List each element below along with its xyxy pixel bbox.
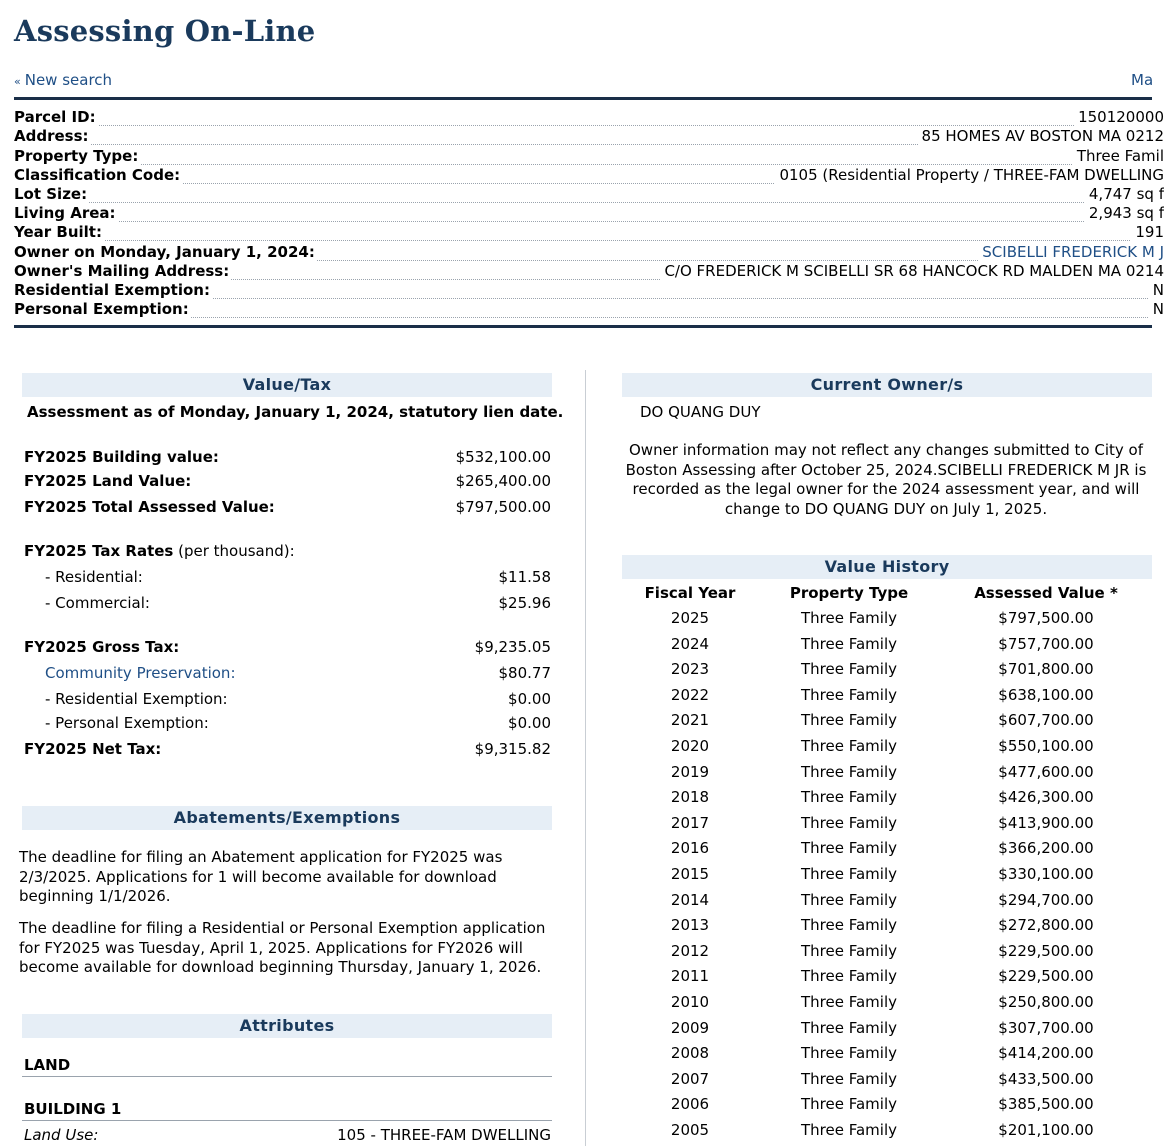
parcel-info-value: 4,747 sq f xyxy=(1085,185,1164,204)
parcel-info-label: Lot Size: xyxy=(14,184,88,203)
parcel-info-label: Year Built: xyxy=(14,223,102,242)
column-header-fiscal-year: Fiscal Year xyxy=(644,584,736,602)
fiscal-year-cell: 2014 xyxy=(670,890,710,909)
assessed-value-cell: $797,500.00 xyxy=(998,609,1094,627)
value-history-header-row xyxy=(622,582,1152,606)
value-history-heading: Value History xyxy=(622,555,1152,579)
table-row xyxy=(622,913,1152,939)
table-row xyxy=(622,964,1152,990)
parcel-info-label: Classification Code: xyxy=(14,165,181,184)
parcel-info-row xyxy=(14,262,1164,281)
building-heading: BUILDING 1 xyxy=(24,1100,122,1118)
fiscal-year-cell: 2015 xyxy=(670,864,710,883)
fiscal-year-cell: 2013 xyxy=(670,916,710,935)
table-row xyxy=(622,862,1152,888)
assessed-value-cell: $229,500.00 xyxy=(998,967,1094,986)
table-row xyxy=(622,785,1152,811)
assessed-value-cell: $757,700.00 xyxy=(998,634,1094,653)
fiscal-year-cell: 2025 xyxy=(670,609,710,627)
parcel-info-row xyxy=(14,127,1164,146)
assessed-value-cell: $433,500.00 xyxy=(998,1069,1094,1088)
parcel-info-label: Owner on Monday, January 1, 2024: xyxy=(14,242,315,261)
table-row xyxy=(622,990,1152,1016)
parcel-info-row xyxy=(14,166,1164,185)
fiscal-year-cell: 2009 xyxy=(670,1018,710,1037)
property-type-cell: Three Family xyxy=(801,609,897,627)
property-type-cell: Three Family xyxy=(801,1018,897,1037)
community-preservation-value: $80.77 xyxy=(498,664,551,682)
assessed-value-cell: $201,100.00 xyxy=(998,1120,1094,1139)
fiscal-year-cell: 2019 xyxy=(670,762,710,781)
new-search-label: New search xyxy=(24,71,113,89)
double-chevron-left-icon: « xyxy=(14,75,21,88)
property-type-cell: Three Family xyxy=(801,941,897,960)
owner-name-link[interactable]: SCIBELLI FREDERICK M J xyxy=(978,243,1164,262)
parcel-info-row xyxy=(14,108,1164,127)
land-use-value: 105 - THREE-FAM DWELLING xyxy=(337,1126,551,1144)
table-row xyxy=(622,632,1152,658)
fiscal-year-cell: 2017 xyxy=(670,813,710,832)
parcel-info-value: 191 xyxy=(1131,223,1164,242)
abatement-deadline-text: The deadline for filing an Abatement application for FY2025 was 2/3/2025. Applications for 1 will become available for download beginning 1/1/2026. xyxy=(19,848,503,905)
table-row xyxy=(622,657,1152,683)
table-row xyxy=(622,760,1152,786)
assessment-note: Assessment as of Monday, January 1, 2024, statutory lien date. xyxy=(27,403,564,421)
land-value: $265,400.00 xyxy=(455,472,551,490)
land-divider xyxy=(22,1076,552,1077)
commercial-rate-label: - Commercial: xyxy=(45,594,150,612)
building-divider xyxy=(22,1120,552,1121)
page-title: Assessing On-Line xyxy=(14,14,316,48)
parcel-info-row xyxy=(14,185,1164,204)
parcel-info-label: Property Type: xyxy=(14,146,139,165)
assessed-value-cell: $414,200.00 xyxy=(998,1044,1094,1063)
current-owner-heading: Current Owner/s xyxy=(622,373,1152,397)
assessed-value-cell: $607,700.00 xyxy=(998,711,1094,730)
parcel-info-row xyxy=(14,281,1164,300)
assessed-value-cell: $366,200.00 xyxy=(998,839,1094,858)
property-type-cell: Three Family xyxy=(801,762,897,781)
net-tax-value: $9,315.82 xyxy=(474,740,551,758)
property-type-cell: Three Family xyxy=(801,736,897,755)
tax-rates-label: FY2025 Tax Rates xyxy=(24,542,174,560)
property-type-cell: Three Family xyxy=(801,660,897,679)
residential-exemption-value: $0.00 xyxy=(508,690,551,708)
property-type-cell: Three Family xyxy=(801,788,897,807)
building-value-label: FY2025 Building value: xyxy=(24,448,219,466)
fiscal-year-cell: 2005 xyxy=(670,1120,710,1139)
table-row xyxy=(622,888,1152,914)
gross-tax-label: FY2025 Gross Tax: xyxy=(24,638,180,656)
property-type-cell: Three Family xyxy=(801,711,897,730)
parcel-info-value: 150120000 xyxy=(1074,108,1164,127)
fiscal-year-cell: 2008 xyxy=(670,1044,710,1063)
personal-exemption-label: - Personal Exemption: xyxy=(45,714,209,732)
table-row xyxy=(622,1092,1152,1118)
fiscal-year-cell: 2023 xyxy=(670,660,710,679)
residential-rate: $11.58 xyxy=(498,568,551,586)
property-type-cell: Three Family xyxy=(801,685,897,704)
gross-tax-value: $9,235.05 xyxy=(474,638,551,656)
assessed-value-cell: $701,800.00 xyxy=(998,660,1094,679)
fiscal-year-cell: 2007 xyxy=(670,1069,710,1088)
property-type-cell: Three Family xyxy=(801,864,897,883)
parcel-info-row xyxy=(14,242,1164,261)
fiscal-year-cell: 2020 xyxy=(670,736,710,755)
table-row xyxy=(622,708,1152,734)
table-row xyxy=(622,1016,1152,1042)
tax-rates-heading xyxy=(24,542,295,560)
land-heading: LAND xyxy=(24,1056,71,1074)
current-owner-name: DO QUANG DUY xyxy=(640,403,761,421)
table-row xyxy=(622,683,1152,709)
table-row xyxy=(622,1118,1152,1144)
property-type-cell: Three Family xyxy=(801,1044,897,1063)
total-value: $797,500.00 xyxy=(455,498,551,516)
property-type-cell: Three Family xyxy=(801,916,897,935)
residential-exemption-label: - Residential Exemption: xyxy=(45,690,228,708)
parcel-info-row xyxy=(14,146,1164,165)
assessed-value-cell: $250,800.00 xyxy=(998,992,1094,1011)
fiscal-year-cell: 2022 xyxy=(670,685,710,704)
header-divider xyxy=(14,97,1152,100)
community-preservation-link[interactable]: Community Preservation: xyxy=(45,664,236,682)
parcel-info-row xyxy=(14,300,1164,319)
parcel-info-value: 2,943 sq f xyxy=(1085,204,1164,223)
table-row xyxy=(622,734,1152,760)
table-row xyxy=(622,1041,1152,1067)
building-value: $532,100.00 xyxy=(455,448,551,466)
table-row xyxy=(622,811,1152,837)
land-use-label: Land Use: xyxy=(24,1126,99,1144)
assessed-value-cell: $272,800.00 xyxy=(998,916,1094,935)
map-link[interactable]: Ma xyxy=(1131,71,1154,89)
exemption-deadline-text: The deadline for filing a Residential or Personal Exemption application for FY2025 was Tuesday, April 1, 2025. Applications for FY2026 will become available for download beginning Thursday, January 1, 2026. xyxy=(19,919,546,976)
table-row xyxy=(622,606,1152,632)
parcel-info-row xyxy=(14,223,1164,242)
commercial-rate: $25.96 xyxy=(498,594,551,612)
parcel-info-value: 85 HOMES AV BOSTON MA 0212 xyxy=(918,127,1164,146)
tax-rates-suffix: (per thousand): xyxy=(178,542,295,560)
property-type-cell: Three Family xyxy=(801,1120,897,1139)
parcel-info-label: Parcel ID: xyxy=(14,108,96,127)
fiscal-year-cell: 2006 xyxy=(670,1095,710,1114)
personal-exemption-value: $0.00 xyxy=(508,714,551,732)
attributes-heading: Attributes xyxy=(22,1014,552,1038)
land-value-label: FY2025 Land Value: xyxy=(24,472,192,490)
abatements-heading: Abatements/Exemptions xyxy=(22,806,552,830)
net-tax-label: FY2025 Net Tax: xyxy=(24,740,162,758)
fiscal-year-cell: 2010 xyxy=(670,992,710,1011)
table-row xyxy=(622,836,1152,862)
assessed-value-cell: $229,500.00 xyxy=(998,941,1094,960)
parcel-info-list xyxy=(14,108,1164,319)
fiscal-year-cell: 2021 xyxy=(670,711,710,730)
fiscal-year-cell: 2018 xyxy=(670,788,710,807)
table-row xyxy=(622,1067,1152,1093)
parcel-info-label: Residential Exemption: xyxy=(14,280,210,299)
property-type-cell: Three Family xyxy=(801,839,897,858)
residential-rate-label: - Residential: xyxy=(45,568,143,586)
column-divider xyxy=(585,370,586,1146)
assessed-value-cell: $330,100.00 xyxy=(998,864,1094,883)
parcel-info-value: Three Famil xyxy=(1073,147,1164,166)
assessed-value-cell: $550,100.00 xyxy=(998,736,1094,755)
property-type-cell: Three Family xyxy=(801,1095,897,1114)
property-type-cell: Three Family xyxy=(801,813,897,832)
parcel-info-value: C/O FREDERICK M SCIBELLI SR 68 HANCOCK RD MALDEN MA 0214 xyxy=(660,262,1164,281)
assessed-value-cell: $638,100.00 xyxy=(998,685,1094,704)
assessed-value-cell: $294,700.00 xyxy=(998,890,1094,909)
fiscal-year-cell: 2012 xyxy=(670,941,710,960)
property-type-cell: Three Family xyxy=(801,967,897,986)
column-header-assessed-value: Assessed Value * xyxy=(974,584,1118,602)
property-type-cell: Three Family xyxy=(801,634,897,653)
total-value-label: FY2025 Total Assessed Value: xyxy=(24,498,275,516)
parcel-info-value: 0105 (Residential Property / THREE-FAM DWELLING xyxy=(775,166,1164,185)
assessed-value-cell: $307,700.00 xyxy=(998,1018,1094,1037)
table-row xyxy=(622,939,1152,965)
owner-info-note: Owner information may not reflect any changes submitted to City of Boston Assessing after October 25, 2024.SCIBELLI FREDERICK M JR is recorded as the legal owner for the 2024 assessment year, and will change to DO QUANG DUY on July 1, 2025. xyxy=(625,441,1147,518)
parcel-info-value: N xyxy=(1149,300,1164,319)
parcel-info-label: Personal Exemption: xyxy=(14,300,189,319)
assessed-value-cell: $413,900.00 xyxy=(998,813,1094,832)
property-type-cell: Three Family xyxy=(801,1069,897,1088)
value-history-table xyxy=(622,582,1152,1143)
value-tax-heading: Value/Tax xyxy=(22,373,552,397)
property-type-cell: Three Family xyxy=(801,890,897,909)
parcel-info-divider xyxy=(14,325,1152,328)
fiscal-year-cell: 2011 xyxy=(670,967,710,986)
column-header-property-type: Property Type xyxy=(789,584,909,602)
assessed-value-cell: $426,300.00 xyxy=(998,788,1094,807)
parcel-info-label: Living Area: xyxy=(14,204,116,223)
parcel-info-label: Address: xyxy=(14,127,89,146)
property-type-cell: Three Family xyxy=(801,992,897,1011)
fiscal-year-cell: 2024 xyxy=(670,634,710,653)
assessed-value-cell: $385,500.00 xyxy=(998,1095,1094,1114)
parcel-info-value: N xyxy=(1149,281,1164,300)
parcel-info-row xyxy=(14,204,1164,223)
fiscal-year-cell: 2016 xyxy=(670,839,710,858)
assessed-value-cell: $477,600.00 xyxy=(998,762,1094,781)
parcel-info-label: Owner's Mailing Address: xyxy=(14,261,230,280)
new-search-link[interactable] xyxy=(14,71,112,89)
